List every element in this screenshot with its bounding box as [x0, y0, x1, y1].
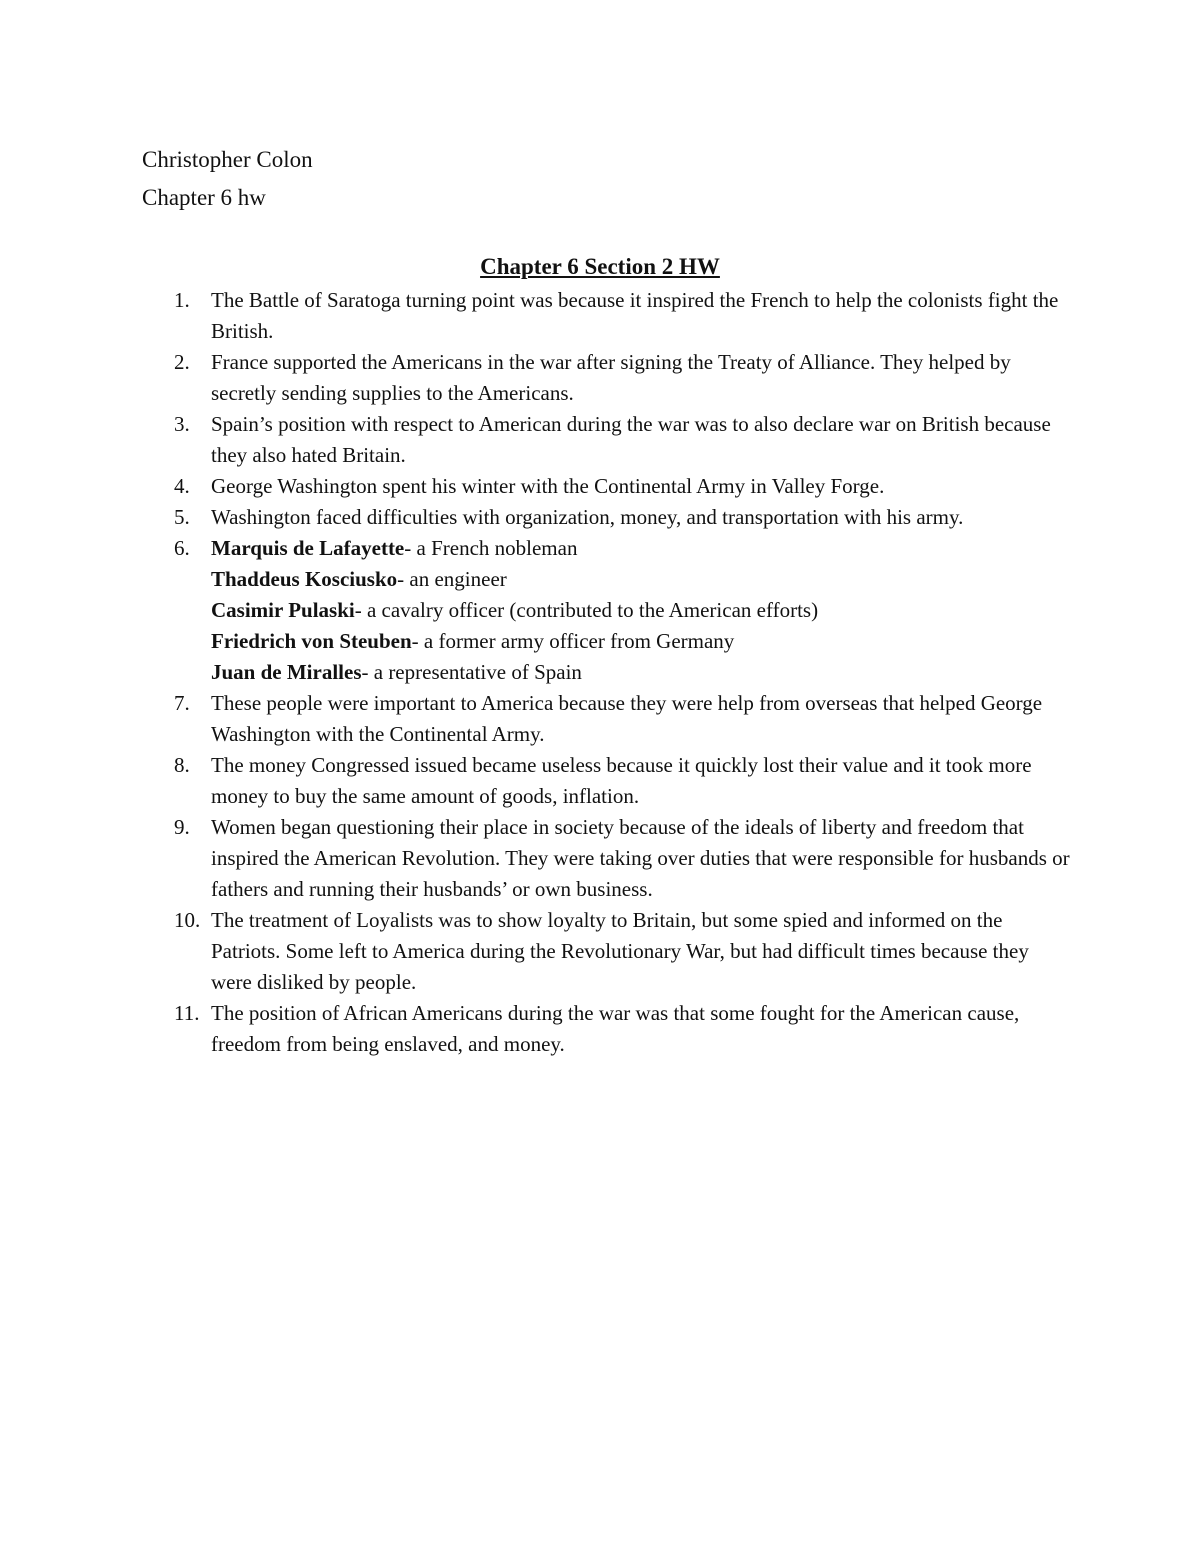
author-name: Christopher Colon: [142, 147, 313, 172]
item-text: The Battle of Saratoga turning point was because it inspired the French to help the colonists fight the British.: [211, 288, 1059, 343]
person-entry: [211, 626, 1072, 657]
list-item: [142, 533, 1072, 688]
item-text: Spain’s position with respect to American during the war was to also declare war on British because they also hated Britain.: [211, 412, 1051, 467]
item-number: 9.: [174, 815, 190, 839]
person-entry: [211, 657, 1072, 688]
item-number: 8.: [174, 753, 190, 777]
item-text: The position of African Americans during the war was that some fought for the American cause, freedom from being enslaved, and money.: [211, 1001, 1020, 1056]
assignment-title: Chapter 6 hw: [142, 185, 266, 210]
item-number: 10.: [174, 908, 201, 932]
item-number: 11.: [174, 1001, 200, 1025]
section-title: Chapter 6 Section 2 HW: [480, 254, 720, 279]
person-entry: [211, 595, 1072, 626]
item-number: 4.: [174, 474, 190, 498]
list-item: [142, 750, 1072, 812]
item-number: 5.: [174, 505, 190, 529]
document-header: [142, 141, 313, 217]
person-name: Thaddeus Kosciusko: [211, 567, 398, 591]
list-item: [142, 905, 1072, 998]
item-number: 3.: [174, 412, 190, 436]
item-number: 1.: [174, 288, 190, 312]
item-text: France supported the Americans in the war after signing the Treaty of Alliance. They helped by secretly sending supplies to the Americans.: [211, 350, 1011, 405]
person-name: Juan de Miralles: [211, 660, 362, 684]
person-entry: [211, 533, 1072, 564]
list-item: [142, 812, 1072, 905]
item-text: The money Congressed issued became useless because it quickly lost their value and it took more money to buy the same amount of goods, inflation.: [211, 753, 1032, 808]
person-description: - a former army officer from Germany: [411, 629, 735, 653]
item-number: 2.: [174, 350, 190, 374]
item-text: George Washington spent his winter with the Continental Army in Valley Forge.: [211, 474, 885, 498]
person-description: - a representative of Spain: [361, 660, 582, 684]
person-name: Casimir Pulaski: [211, 598, 355, 622]
list-item: [142, 285, 1072, 347]
list-item: [142, 502, 1072, 533]
person-entry: [211, 564, 1072, 595]
item-number: 7.: [174, 691, 190, 715]
person-description: - a cavalry officer (contributed to the American efforts): [354, 598, 819, 622]
item-text: Washington faced difficulties with organization, money, and transportation with his army.: [211, 505, 964, 529]
list-item: [142, 471, 1072, 502]
item-text: The treatment of Loyalists was to show loyalty to Britain, but some spied and informed on the Patriots. Some left to America during the Revolutionary War, but had difficult times because they were disliked by people.: [211, 908, 1029, 994]
person-name: Friedrich von Steuben: [211, 629, 412, 653]
list-item: [142, 409, 1072, 471]
item-number: 6.: [174, 536, 190, 560]
person-description: - a French nobleman: [404, 536, 578, 560]
person-description: - an engineer: [397, 567, 507, 591]
person-name: Marquis de Lafayette: [211, 536, 405, 560]
list-item: [142, 347, 1072, 409]
item-text: These people were important to America because they were help from overseas that helped George Washington with the Continental Army.: [211, 691, 1043, 746]
question-list: [142, 285, 1072, 1060]
list-item: [142, 688, 1072, 750]
list-item: [142, 998, 1072, 1060]
item-text: Women began questioning their place in society because of the ideals of liberty and freedom that inspired the American Revolution. They were taking over duties that were responsible for husbands or fathers and running their husbands’ or own business.: [211, 815, 1070, 901]
